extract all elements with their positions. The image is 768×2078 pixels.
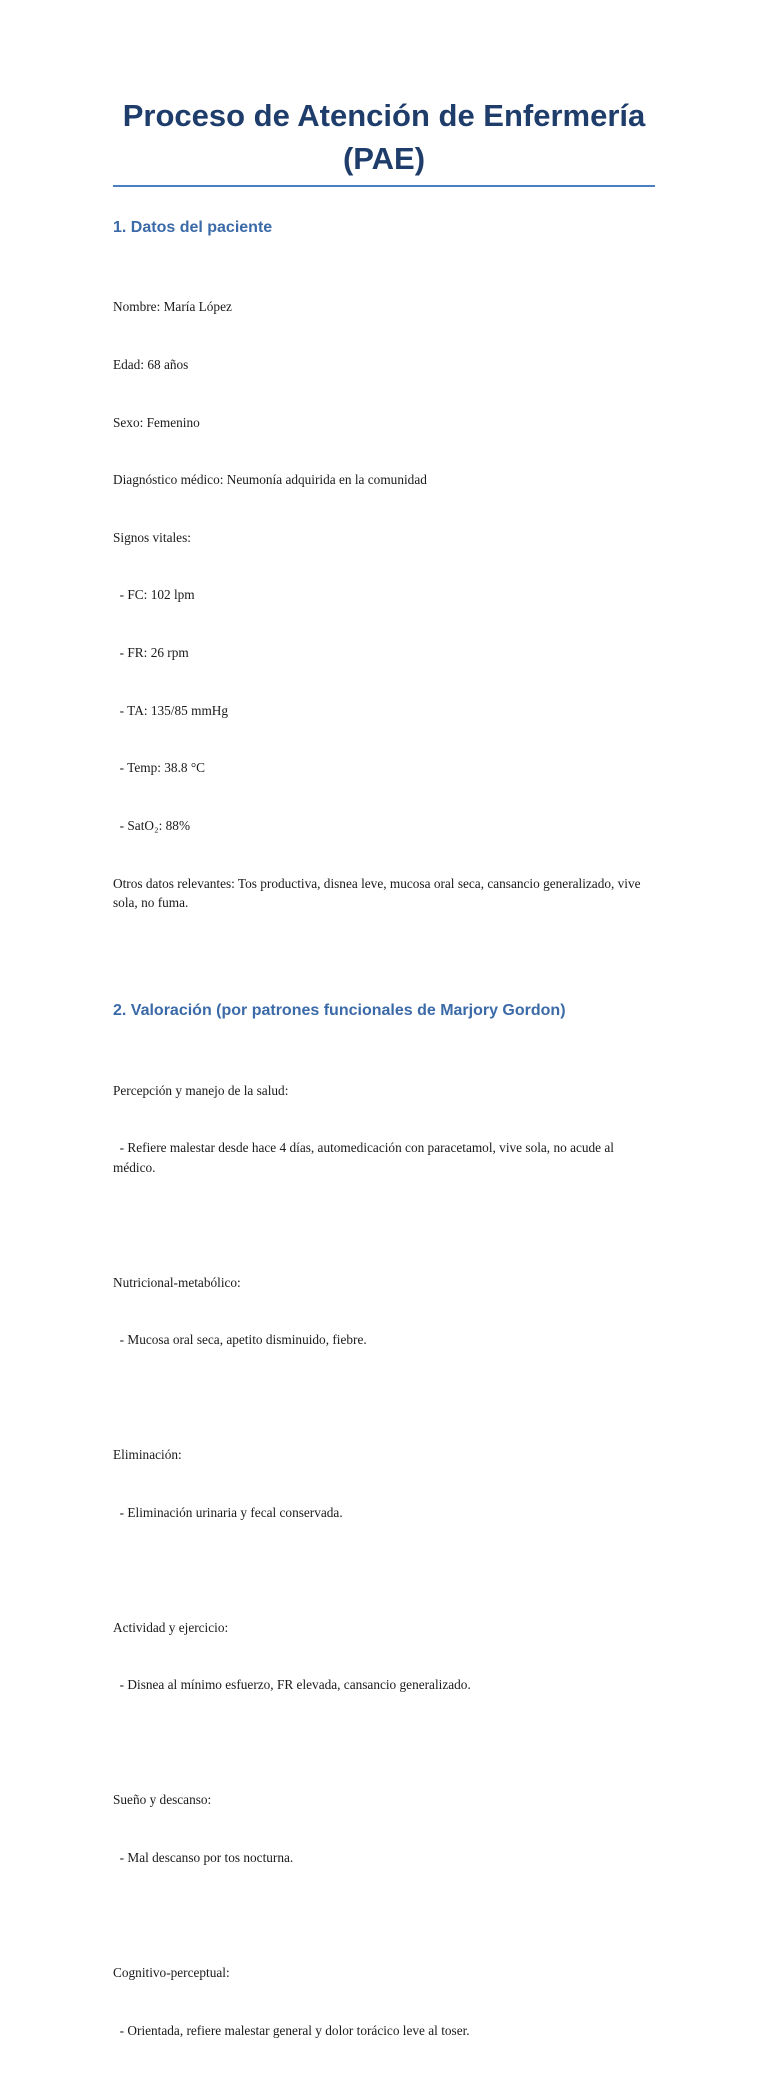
pattern-detail: - Mal descanso por tos nocturna. [113,1850,294,1866]
pattern-title: Percepción y manejo de la salud: [113,1082,289,1098]
patient-data-block [113,259,655,950]
pattern-title: Sueño y descanso: [113,1792,212,1808]
section-heading-assessment: 2. Valoración (por patrones funcionales de Marjory Gordon) [113,1002,566,1020]
patient-name: Nombre: María López [113,299,232,315]
pattern-title: Actividad y ejercicio: [113,1619,229,1635]
vital-sign-spo2: - SatO₂: 88% [113,817,191,833]
vital-sign-bp: - TA: 135/85 mmHg [113,702,229,718]
pattern-nutritional-metabolic [113,1234,655,1388]
document-title: Proceso de Atención de Enfermería (PAE) [113,0,655,187]
section-heading-patient-data: 1. Datos del paciente [113,219,273,236]
pattern-elimination [113,1407,655,1561]
pattern-activity-exercise [113,1579,655,1733]
pattern-detail: - Eliminación urinaria y fecal conservada. [113,1504,343,1520]
pattern-health-perception [113,1042,655,1215]
pattern-detail: - Orientada, refiere malestar general y dolor torácico leve al toser. [113,2022,470,2038]
other-relevant-data: Otros datos relevantes: Tos productiva, disnea leve, mucosa oral seca, cansancio generalizado, vive sola, no fuma. [113,875,644,910]
vital-sign-rr: - FR: 26 rpm [113,645,189,661]
pattern-title: Cognitivo-perceptual: [113,1965,230,1981]
vital-sign-hr: - FC: 102 lpm [113,587,195,603]
pattern-detail: - Mucosa oral seca, apetito disminuido, fiebre. [113,1332,367,1348]
patient-sex: Sexo: Femenino [113,414,200,430]
pattern-cognitive-perceptual [113,1925,655,2078]
pattern-title: Eliminación: [113,1447,182,1463]
pattern-title: Nutricional-metabólico: [113,1274,241,1290]
medical-diagnosis: Diagnóstico médico: Neumonía adquirida en la comunidad [113,472,427,488]
pattern-sleep-rest [113,1752,655,1906]
vital-signs-label: Signos vitales: [113,529,191,545]
vital-sign-temp: - Temp: 38.8 °C [113,760,206,776]
patient-age: Edad: 68 años [113,357,189,373]
pattern-detail: - Disnea al mínimo esfuerzo, FR elevada, cansancio generalizado. [113,1677,471,1693]
pattern-detail: - Refiere malestar desde hace 4 días, automedicación con paracetamol, vive sola, no acude al médico. [113,1140,618,1175]
